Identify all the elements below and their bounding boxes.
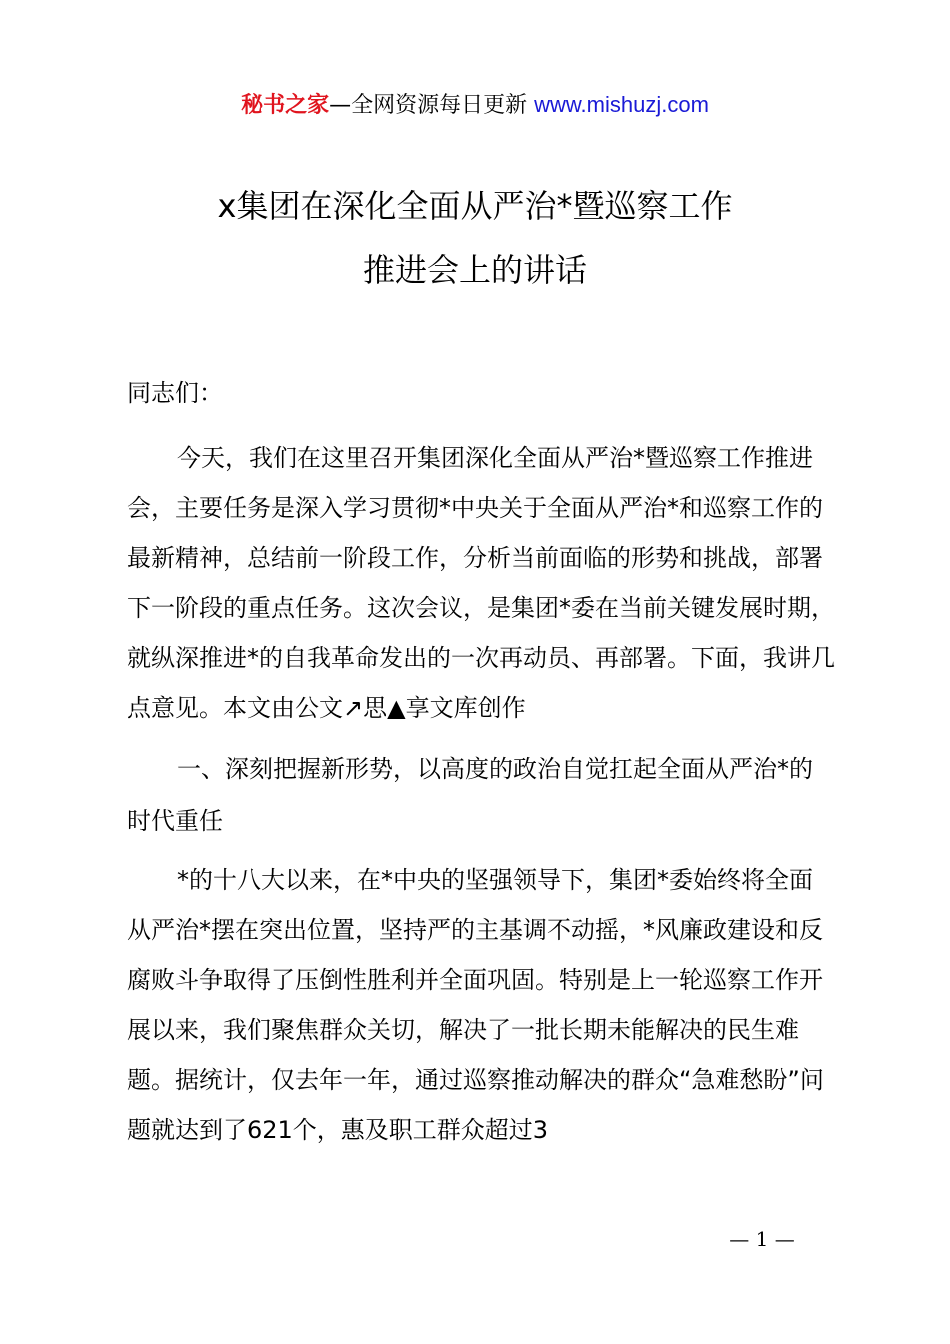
- page-number: — 1 —: [729, 1227, 795, 1251]
- site-header: [0, 88, 950, 123]
- body-paragraph-2: *的十八大以来，在*中央的坚强领导下，集团*委始终将全面从严治*摆在突出位置，坚持严的主基调不动摇，*风廉政建设和反腐败斗争取得了压倒性胜利并全面巩固。特别是上一轮巡察工作开展以来，我们聚焦群众关切，解决了一批长期未能解决的民生难题。据统计，仅去年一年，通过巡察推动解决的群众“急难愁盼”问题就达到了621个，惠及职工群众超过3: [127, 866, 824, 1144]
- document-title-line2: 推进会上的讲话: [362, 251, 587, 289]
- document-title-line1: x集团在深化全面从严治*暨巡察工作: [217, 187, 733, 225]
- salutation: 同志们：: [127, 379, 223, 407]
- header-slogan: —全网资源每日更新: [329, 93, 535, 118]
- brand-name: 秘书之家: [241, 93, 330, 118]
- section-heading-1: 一、深刻把握新形势，以高度的政治自觉扛起全面从严治*的时代重任: [127, 755, 813, 835]
- body-paragraph-1: 今天，我们在这里召开集团深化全面从严治*暨巡察工作推进会，主要任务是深入学习贯彻*中央关于全面从严治*和巡察工作的最新精神，总结前一阶段工作，分析当前面临的形势和挑战，部署下一阶段的重点任务。这次会议，是集团*委在当前关键发展时期，就纵深推进*的自我革命发出的一次再动员、再部署。下面，我讲几点意见。本文由公文↗思▲享文库创作: [127, 444, 835, 722]
- site-url[interactable]: www.mishuzj.com: [534, 92, 709, 117]
